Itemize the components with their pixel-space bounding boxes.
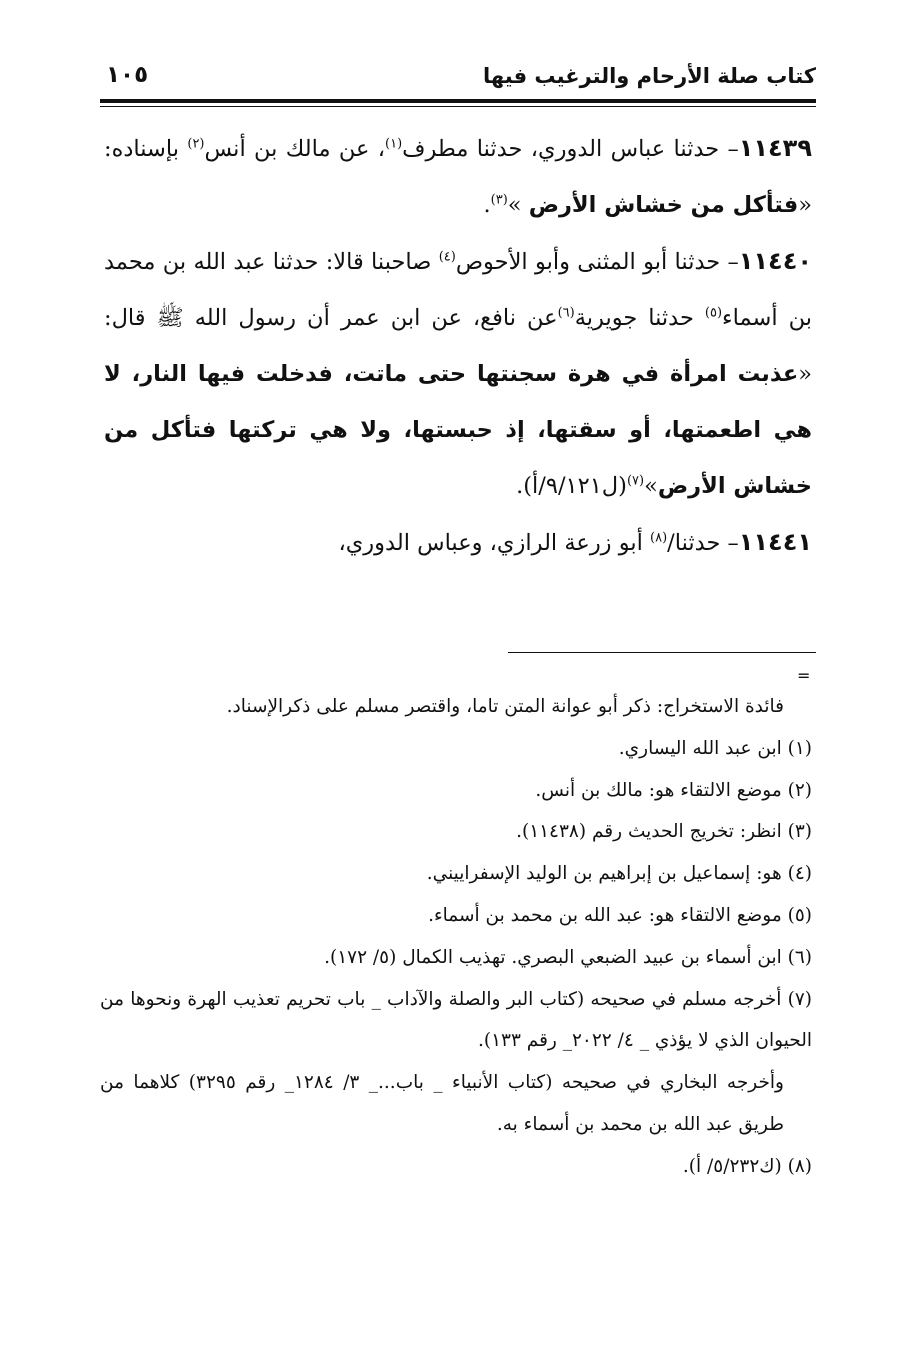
footnote-ref: (١) <box>385 136 403 152</box>
page-header <box>100 58 816 98</box>
footnote-6: (٦) ابن أسماء بن عبيد الضبعي البصري. تهذيب الكمال (٥/ ١٧٢). <box>324 946 812 968</box>
footnote-5: (٥) موضع الالتقاء هو: عبد الله بن محمد بن أسماء. <box>428 904 812 926</box>
hadith-text: صاحبنا قالا: حدثنا عبد الله بن محمد بن أسماء <box>104 249 812 331</box>
manuscript-ref: (ل٩/١٢١/أ). <box>516 473 627 499</box>
footnote-7-continued: وأخرجه البخاري في صحيحه (كتاب الأنبياء _ باب..._ ٣/ ١٢٨٤_ رقم ٣٢٩٥) كلاهما من طريق عبد الله بن محمد بن أسماء به. <box>100 1072 784 1135</box>
footnote-2: (٢) موضع الالتقاء هو: مالك بن أنس. <box>535 779 812 801</box>
hadith-text: . <box>483 192 491 218</box>
hadith-text: » <box>644 473 658 499</box>
header-rule <box>100 99 816 103</box>
hadith-text: – حدثنا عباس الدوري، حدثنا مطرف <box>402 136 739 162</box>
page-number: ١٠٥ <box>106 62 149 88</box>
header-rule-thin <box>100 106 816 107</box>
hadith-text: أبو زرعة الرازي، وعباس الدوري، <box>338 530 650 556</box>
footnote-separator <box>508 652 816 653</box>
footnote-8: (٨) (ك٥/٢٣٢/ أ). <box>682 1155 812 1177</box>
hadith-number: ١١٤٤٠ <box>738 247 812 275</box>
continuation-mark: = <box>797 666 811 685</box>
footnote-benefit: فائدة الاستخراج: ذكر أبو عوانة المتن تاما، واقتصر مسلم على ذكرالإسناد. <box>226 696 784 717</box>
main-text <box>104 120 812 571</box>
footnote-1: (١) ابن عبد الله اليساري. <box>618 737 812 759</box>
footnote-ref: (٤) <box>438 249 456 265</box>
footnotes <box>100 686 812 1188</box>
footnote-ref: (٦) <box>557 305 575 321</box>
hadith-text: » <box>507 192 529 218</box>
footnote-ref: (٣) <box>490 192 508 208</box>
hadith-text: بإسناده: « <box>104 136 812 218</box>
footnote-ref: (٢) <box>187 136 205 152</box>
prophetic-quote: عذبت امرأة في هرة سجنتها حتى ماتت، فدخلت فيها النار، لا هي اطعمتها، أو سقتها، إذ حبستها، ولا هي تركتها فتأكل من خشاش الأرض <box>104 361 812 499</box>
hadith-1440 <box>104 233 812 514</box>
hadith-1441 <box>104 514 812 571</box>
hadith-text: – حدثنا/ <box>667 530 739 556</box>
hadith-1439 <box>104 120 812 233</box>
footnote-ref: (٥) <box>704 305 723 321</box>
footnote-7: (٧) أخرجه مسلم في صحيحه (كتاب البر والصلة والآداب _ باب تحريم تعذيب الهرة ونحوها من الحيوان الذي لا يؤذي _ ٤/ ٢٠٢٢_ رقم ١٣٣). <box>100 988 812 1052</box>
hadith-number: ١١٤٣٩ <box>738 134 812 162</box>
hadith-text: عن نافع، عن ابن عمر أن رسول الله ﷺ قال: « <box>104 305 812 387</box>
running-title: كتاب صلة الأرحام والترغيب فيها <box>483 64 816 88</box>
footnote-4: (٤) هو: إسماعيل بن إبراهيم بن الوليد الإسفراييني. <box>426 863 812 885</box>
footnote-3: (٣) انظر: تخريج الحديث رقم (١١٤٣٨). <box>516 821 812 843</box>
hadith-number: ١١٤٤١ <box>738 528 812 556</box>
hadith-text: ، عن مالك بن أنس <box>204 136 386 162</box>
footnote-ref: (٨) <box>650 530 668 546</box>
prophetic-quote: فتأكل من خشاش الأرض <box>528 192 799 218</box>
hadith-text: حدثنا جويرية <box>574 305 705 331</box>
footnote-ref: (٧) <box>626 473 645 489</box>
hadith-text: – حدثنا أبو المثنى وأبو الأحوص <box>455 249 739 275</box>
